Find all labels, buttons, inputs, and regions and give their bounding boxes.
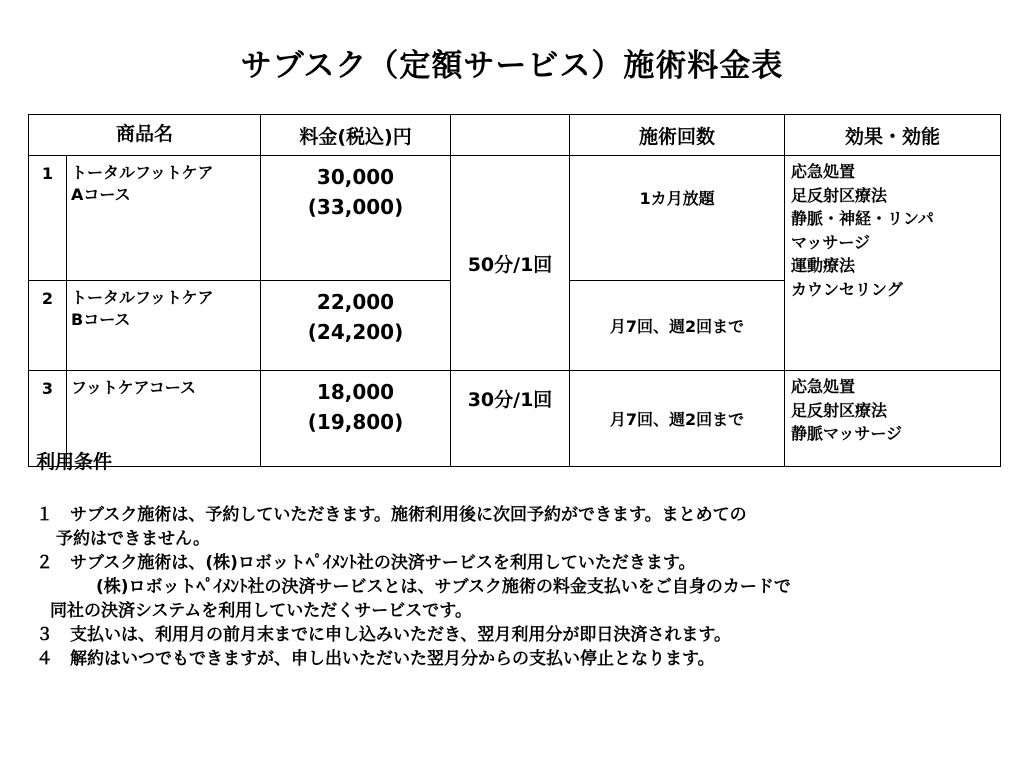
fee-price-tax: (19,800) — [307, 410, 404, 434]
fee-price: 30,000 — [316, 165, 395, 189]
effect-item: 応急処置 — [791, 377, 856, 396]
course-name-sub: Aコース — [71, 185, 131, 204]
table-row — [29, 371, 1001, 467]
effect-item: マッサージ — [791, 232, 871, 252]
table-row — [29, 156, 1001, 281]
conditions-list — [36, 503, 1006, 671]
fee-cell — [261, 371, 451, 467]
conditions-heading: 利用条件 — [36, 451, 113, 473]
course-name-cell — [67, 281, 261, 371]
effect-item: 足反射区療法 — [791, 185, 888, 205]
fee-price: 18,000 — [316, 380, 395, 404]
effects-cell — [785, 156, 1001, 371]
fee-cell — [261, 281, 451, 371]
effect-item: 静脈・神経・リンパ — [791, 209, 934, 228]
header-product-name: 商品名 — [29, 115, 261, 156]
effect-item: 静脈マッサージ — [791, 424, 903, 443]
course-name: トータルフットケア — [71, 288, 214, 307]
condition-line: ４ 解約はいつでもできますが、申し出いただいた翌月分からの支払い停止となります。 — [36, 649, 715, 669]
course-name-cell — [67, 156, 261, 281]
condition-line: ３ 支払いは、利用月の前月末までに申し込みいただき、翌月利用分が即日決済されます。 — [36, 625, 731, 645]
fee-price-tax: (33,000) — [307, 195, 404, 219]
price-table — [28, 114, 1001, 467]
page-title: サブスク（定額サービス）施術料金表 — [240, 48, 784, 84]
row-number: 1 — [29, 156, 67, 281]
condition-line: (株)ロボットﾍﾟｲﾒﾝﾄ社の決済サービスとは、サブスク施術の料金支払いをご自身のカードで — [96, 577, 791, 597]
header-fee: 料金(税込)円 — [261, 115, 451, 156]
time-per-session: 50分/1回 — [451, 156, 570, 371]
row-number: 2 — [29, 281, 67, 371]
effect-item: 足反射区療法 — [791, 400, 888, 420]
time-per-session: 30分/1回 — [451, 371, 570, 467]
header-effect: 効果・効能 — [785, 115, 1001, 156]
fee-price-tax: (24,200) — [307, 320, 404, 344]
fee-price: 22,000 — [316, 290, 395, 314]
effect-item: 運動療法 — [791, 256, 856, 275]
row-number: 3 — [29, 371, 67, 467]
condition-line: ２ サブスク施術は、(株)ロボットﾍﾟｲﾒﾝﾄ社の決済サービスを利用していただきます。 — [36, 553, 696, 573]
condition-line: 同社の決済システムを利用していただくサービスです。 — [50, 601, 472, 621]
effect-item: カウンセリング — [791, 279, 903, 299]
course-name-sub: Bコース — [71, 310, 131, 329]
condition-line: １ サブスク施術は、予約していただきます。施術利用後に次回予約ができます。まとめての — [36, 505, 747, 525]
session-count: 月7回、週2回まで — [570, 371, 785, 467]
session-count: 月7回、週2回まで — [570, 281, 785, 371]
course-name: トータルフットケア — [71, 163, 214, 182]
effect-item: 応急処置 — [791, 162, 856, 181]
header-time — [451, 115, 570, 156]
condition-line: 予約はできません。 — [56, 529, 211, 549]
course-name: フットケアコース — [71, 378, 196, 397]
fee-cell — [261, 156, 451, 281]
table-header-row — [29, 115, 1001, 156]
session-count: 1カ月放題 — [570, 156, 785, 281]
effects-cell — [785, 371, 1001, 467]
header-count: 施術回数 — [570, 115, 785, 156]
